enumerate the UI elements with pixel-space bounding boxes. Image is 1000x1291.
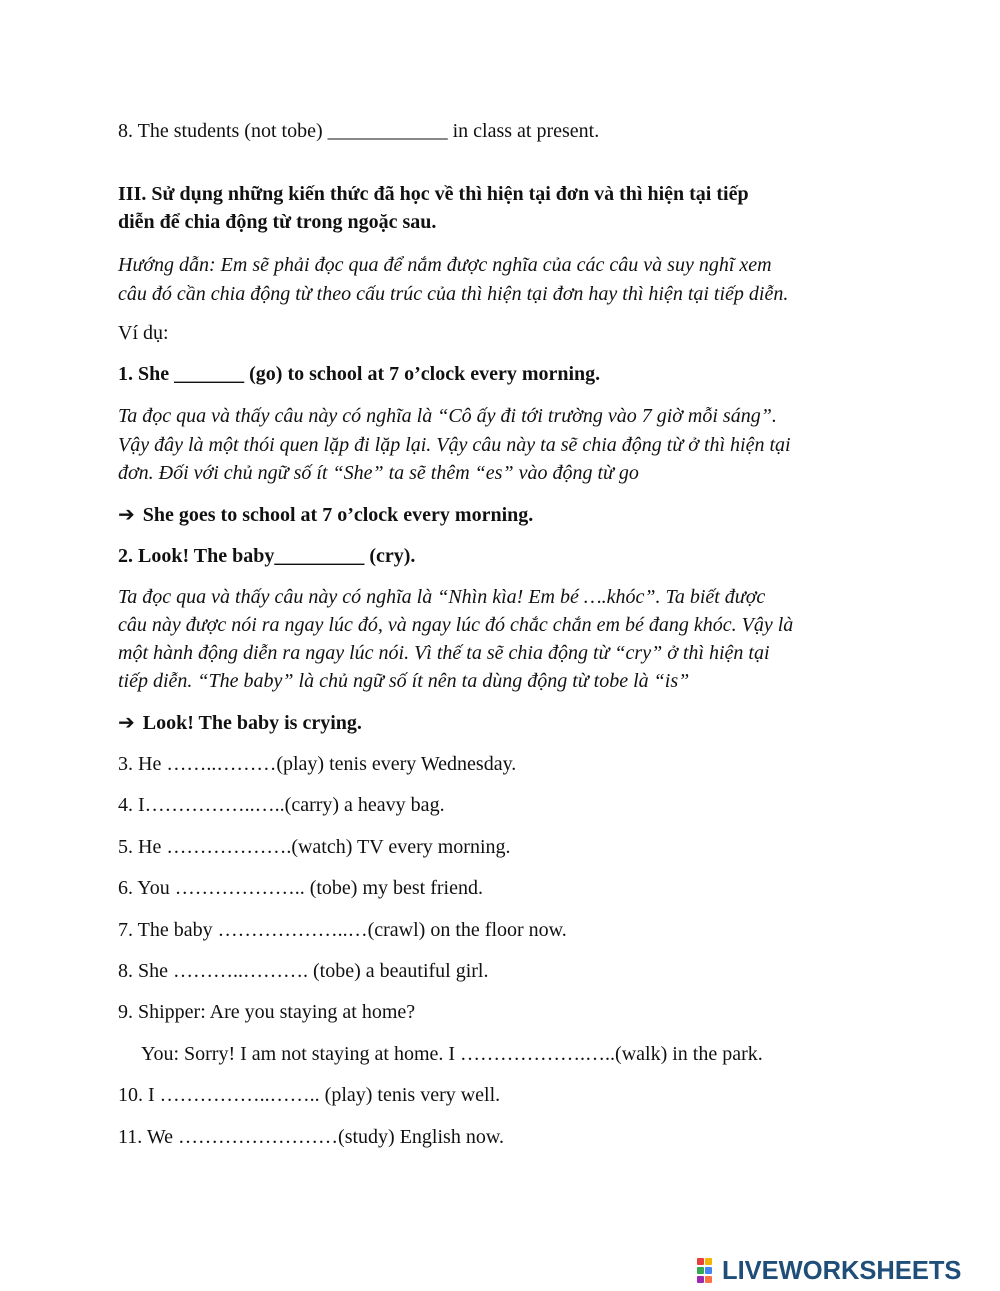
- example-2-explanation-line-4: tiếp diễn. “The baby” là chủ ngữ số ít nên ta dùng động từ tobe là “is”: [118, 670, 690, 692]
- example-2-answer-text: Look! The baby is crying.: [142, 712, 362, 734]
- blocks-icon: [697, 1258, 719, 1284]
- example-1-explanation-line-2: Vậy đây là một thói quen lặp đi lặp lại. Vậy câu này ta sẽ chia động từ ở thì hiện tại: [118, 434, 791, 456]
- example-1-answer-text: She goes to school at 7 o’clock every morning.: [142, 504, 534, 526]
- question-11: 11. We ……………………(study) English now.: [118, 1126, 504, 1148]
- instructions-line-2: câu đó cần chia động từ theo cấu trúc của thì hiện tại đơn hay thì hiện tại tiếp diễn.: [118, 283, 789, 305]
- liveworksheets-logo: [697, 1254, 993, 1288]
- question-3: 3. He ……..………(play) tenis every Wednesday.: [118, 753, 517, 775]
- question-7: 7. The baby ………………..…(crawl) on the floor now.: [118, 919, 567, 941]
- example-2-explanation-line-2: câu này được nói ra ngay lúc đó, và ngay lúc đó chắc chắn em bé đang khóc. Vậy là: [118, 614, 794, 636]
- question-5: 5. He ……………….(watch) TV every morning.: [118, 836, 511, 858]
- instructions-line-1: Hướng dẫn: Em sẽ phải đọc qua để nắm được nghĩa của các câu và suy nghĩ xem: [118, 254, 772, 276]
- section-heading-line-2: diễn để chia động từ trong ngoặc sau.: [118, 211, 437, 233]
- question-9-line-1: 9. Shipper: Are you staying at home?: [118, 1001, 416, 1023]
- logo-text: LIVEWORKSHEETS: [722, 1256, 962, 1285]
- arrow-right-icon: ➔: [118, 502, 135, 526]
- question-8: 8. She ………..………. (tobe) a beautiful girl.: [118, 960, 489, 982]
- question-4: 4. I……………..…..(carry) a heavy bag.: [118, 794, 445, 816]
- section-heading-line-1: III. Sử dụng những kiến thức đã học về thì hiện tại đơn và thì hiện tại tiếp: [118, 183, 749, 205]
- question-6: 6. You ……………….. (tobe) my best friend.: [118, 877, 483, 899]
- example-1-answer: [118, 502, 533, 527]
- example-2-explanation-line-1: Ta đọc qua và thấy câu này có nghĩa là “Nhìn kìa! Em bé ….khóc”. Ta biết được: [118, 586, 766, 608]
- question-8-previous: 8. The students (not tobe) ____________ in class at present.: [118, 120, 600, 142]
- question-10: 10. I ……………..…….. (play) tenis very well.: [118, 1084, 501, 1106]
- example-label: Ví dụ:: [118, 322, 169, 344]
- example-1-explanation-line-1: Ta đọc qua và thấy câu này có nghĩa là “Cô ấy đi tới trường vào 7 giờ mỗi sáng”.: [118, 405, 777, 427]
- example-1-explanation-line-3: đơn. Đối với chủ ngữ số ít “She” ta sẽ thêm “es” vào động từ go: [118, 462, 639, 484]
- question-9-line-2: You: Sorry! I am not staying at home. I ……………….…..(walk) in the park.: [141, 1043, 763, 1065]
- example-1-question: 1. She _______ (go) to school at 7 o’clock every morning.: [118, 363, 601, 385]
- example-2-question: 2. Look! The baby_________ (cry).: [118, 545, 416, 567]
- example-2-answer: [118, 710, 362, 735]
- arrow-right-icon: ➔: [118, 710, 135, 734]
- example-2-explanation-line-3: một hành động diễn ra ngay lúc nói. Vì thế ta sẽ chia động từ “cry” ở thì hiện tại: [118, 642, 770, 664]
